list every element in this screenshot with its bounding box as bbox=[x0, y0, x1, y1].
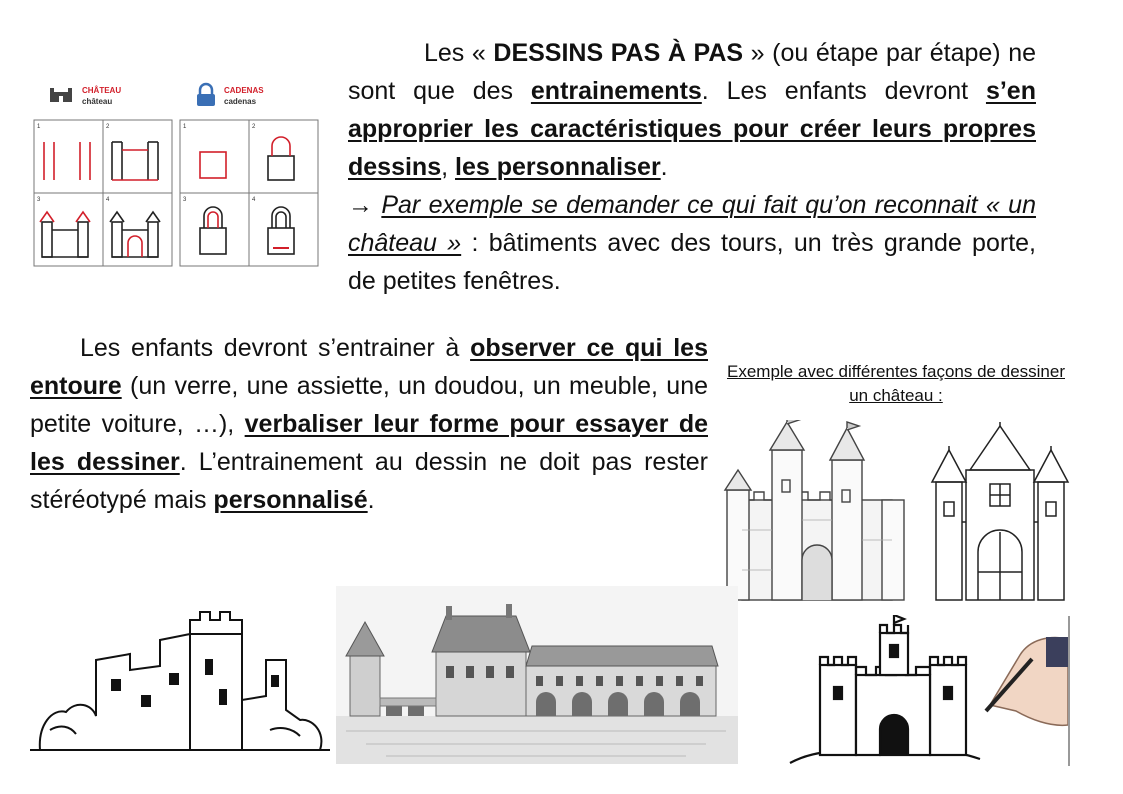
worksheet-cadenas bbox=[176, 80, 322, 270]
svg-text:2: 2 bbox=[106, 124, 110, 130]
intro-paragraph: Les « DESSINS PAS À PAS » (ou étape par étape) ne sont que des entrainements. Les enfants devront s’en approprier les caractéristiques pour créer leurs propres dessins, les personnaliser. → Par exemple se demander ce qui fait qu’on reconnait « un château » : bâtiments avec des tours, un très grande porte, de petites fenêtres. bbox=[348, 39, 1036, 295]
keyword-approprier: s’en approprier les caractéristiques pour créer leurs propres dessins bbox=[348, 77, 1036, 181]
intro-heading: DESSINS PAS À PAS bbox=[493, 39, 744, 67]
image-border bbox=[1068, 616, 1070, 766]
keyword-observer: observer ce qui les entoure bbox=[30, 334, 708, 400]
castle-icon bbox=[50, 88, 72, 102]
padlock-icon bbox=[197, 84, 215, 106]
keyword-entrainements: entrainements bbox=[530, 77, 702, 105]
keyword-verbaliser: verbaliser leur forme pour essayer de les dessiner bbox=[30, 410, 708, 476]
svg-text:2: 2 bbox=[252, 124, 256, 130]
svg-text:1: 1 bbox=[183, 124, 187, 130]
worksheet-chateau bbox=[30, 80, 176, 270]
castle-drawing-chenonceau bbox=[336, 586, 738, 764]
keyword-personnalise: personnalisé bbox=[213, 486, 368, 514]
worksheet-title-upper: CADENAS bbox=[224, 86, 264, 95]
example-sentence: Par exemple se demander ce qui fait qu’on reconnait « un château » bbox=[348, 191, 1036, 257]
worksheet-title-lower: château bbox=[82, 97, 113, 106]
castle-examples-caption: Exemple avec différentes façons de dessiner un château : bbox=[727, 362, 1065, 405]
observe-paragraph: Les enfants devront s’entrainer à observer ce qui les entoure (un verre, une assiette, un doudou, un meuble, une petite voiture, …), verbaliser leur forme pour essayer de les dessiner. L’entrainement au dessin ne doit pas rester stéréotypé mais personnalisé. bbox=[30, 334, 708, 514]
worksheet-title-lower: cadenas bbox=[224, 97, 257, 106]
svg-text:1: 1 bbox=[37, 124, 41, 130]
svg-text:3: 3 bbox=[37, 197, 41, 203]
svg-text:4: 4 bbox=[252, 197, 256, 203]
worksheet-title-upper: CHÂTEAU bbox=[82, 86, 122, 95]
arrow-icon: → bbox=[348, 191, 373, 219]
castle-drawing-hand bbox=[780, 615, 1070, 765]
castle-drawing-coloring bbox=[722, 420, 912, 610]
svg-text:3: 3 bbox=[183, 197, 187, 203]
keyword-personnaliser: les personnaliser bbox=[455, 153, 661, 181]
castle-drawing-ruins bbox=[30, 600, 330, 762]
castle-drawing-lineart bbox=[926, 422, 1074, 602]
svg-text:4: 4 bbox=[106, 197, 110, 203]
